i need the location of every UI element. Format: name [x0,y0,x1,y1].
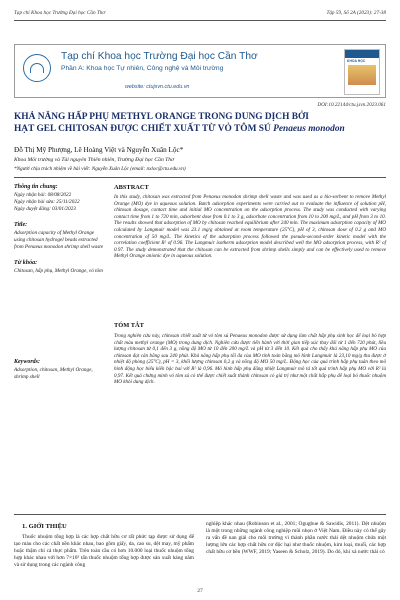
page-number: 27 [197,588,203,594]
running-header-volume: Tập 59, Số 2A (2023): 27-38 [326,10,386,16]
university-logo-icon [23,54,51,82]
banner-title: Tạp chí Khoa học Trường Đại học Cần Thơ [61,51,258,62]
doi: DOI:10.22144/ctu.jsvn.2023.061 [317,102,386,108]
tomtat-heading: TÓM TẮT [114,322,144,329]
header-rule [14,20,386,21]
keywords-vi-heading: Từ khóa: [14,260,38,266]
journal-banner [14,44,386,98]
banner-subtitle: Phần A: Khoa học Tự nhiên, Công nghệ và Môi trường [61,65,224,72]
cover-strip [345,50,379,58]
affiliation: Khoa Môi trường và Tài nguyên Thiên nhiên, Trường Đại học Cần Thơ [14,157,175,163]
abstract-heading: ABSTRACT [114,184,149,191]
keywords-en-text: Adsorption, chitosan, Methyl Orange, shrimp shell [14,367,93,380]
keywords-vi-block [14,260,106,275]
running-header [14,10,386,16]
english-title-heading: Title: [14,222,28,228]
keywords-en-heading: Keywords: [14,359,40,365]
author-list: Đỗ Thị Mỹ Phượng, Lê Hoàng Việt và Nguyễn Xuân Lộc* [14,146,184,154]
article-info-column [14,184,106,381]
running-header-journal: Tạp chí Khoa học Trường Đại học Cần Thơ [14,10,106,16]
title-line-1: KHẢ NĂNG HẤP PHỤ METHYL ORANGE TRONG DUNG DỊCH BỞI [14,112,309,122]
title-line-2 [14,123,382,135]
english-title-text: Adsorption capacity of Methyl Orange using chitosan hydrogel beads extracted from Penaeus monodon shrimp shell waste [14,230,104,250]
abstract-text: In this study, chitosan was extracted from Penaeus monodon shrimp shell waste and was used as a bio-sorbent to remove Methyl Orange (MO) dye in aqueous solution. Batch adsorption experiments were carried out to evaluate the influence of solution pH, chitosan dosage, contact time and initial MO concentration on the adsorption process. The study was conducted with varying contact time from 1 to 720 min, adsorbent dose from 0.1 to 3 g, adsorbate concentration from 10 to 200 mg/L, and pH from 3 to 10. The results showed that adsorption of MO by chitosan reached equilibrium after 240 min. The maximum adsorption capacity of MO calculated by Langmuir model was 23.1 mg/g obtained at room temperature (25°C), pH of 3, chitosan dose of 0.2 g and MO concentration of 50 mg/L. The kinetics of the adsorption process followed the pseudo-second-order kinetic model with the correlation coefficient R² of 0.96. The Langmuir isotherm adsorption model described well the MO adsorption process, with R² of 0.97. The study demonstrated that the chitosan can be extracted from shrimp shells simply and can be effectively used to remove Methyl Orange anionic dye in aqueous solution. [114,194,386,260]
article-info-heading: Thông tin chung: [14,184,58,190]
introduction-text-left: Thuốc nhuộm tổng hợp là các hợp chất hữu cơ rất phức tạp được sử dụng để tạo màu cho các chất nền khác nhau, bao gồm giấy, da, cao su, dệt may, mỹ phẩm hoặc thậm chí cả thực phẩm. Trên toàn cầu có hơn 10.000 loại thuốc nhuộm tổng hợp khác nhau với hơn 7×10⁵ tấn thuốc nhuộm tổng hợp được sản xuất hàng năm và sử dụng trong các ngành công [14,534,194,568]
article-title [14,111,382,135]
keywords-vi-text: Chitosan, hấp phụ, Methyl Orange, vỏ tôm [14,268,103,274]
accepted-date: Ngày duyệt đăng: 03/01/2023 [14,206,76,212]
revised-date: Ngày nhận bài sửa: 25/11/2022 [14,199,80,205]
title-species: Penaeus monodon [273,124,345,134]
meta-rule [14,177,386,178]
title-line-2-main: HẠT GEL CHITOSAN ĐƯỢC CHIẾT XUẤT TỪ VỎ TÔM SÚ [14,124,274,134]
keywords-en-block [14,359,106,381]
banner-website: website: ctujsvn.ctu.edu.vn [125,84,190,90]
cover-image [348,65,376,85]
body-rule [14,514,386,515]
introduction-text-right: nghiệp khác nhau (Robinson et al., 2001; Ogugbue & Sawidis, 2011). Dệt nhuộm là một trong những ngành công nghiệp mũi nhọn ở Việt Nam. Điều này có thể gây ra vấn đề nan giải cho môi trường vì thành phần nước thải dệt nhuộm chứa một lượng lớn các hợp chất hữu cơ độc hại như thuốc nhuộm, kim loại, muối, các hợp chất hữu cơ bền (WWF, 2019; Yaseen & Scholz, 2019). Do đó, khi xả nước thải có [206,521,386,555]
english-title-block [14,222,106,251]
introduction-heading: 1. GIỚI THIỆU [22,523,67,530]
journal-cover-thumbnail [344,49,380,95]
tomtat-text: Trong nghiên cứu này, chitosan chiết xuất từ vỏ tôm sú Penaeus monodon được sử dụng làm chất hấp phụ sinh học để loại bỏ hợp chất màu methyl orange (MO) trong dung dịch. Nghiên cứu được tiến hành với thời gian tiếp xúc thay đổi từ 1 đến 720 phút, liều lượng chitosan từ 0,1 đến 3 g, nồng độ MO từ 10 đến 200 mg/L và pH từ 3 đến 10. Kết quả cho thấy khả năng hấp phụ MO của chitosan đạt cân bằng sau 240 phút. Khả năng hấp phụ tối đa của MO tính toán bằng mô hình Langmuir là 23,10 mg/g thu được ở nhiệt độ phòng (25°C), pH = 3, khối lượng chitosan 0,2 g và nồng độ MO 50 mg/L. Động học của quá trình hấp phụ tuân theo mô hình động học biểu kiến bậc hai với R² là 0,96. Mô hình hấp phụ đẳng nhiệt Langmuir mô tả tốt quá trình hấp phụ MO với R² là 0,97. Kết quả chứng minh vỏ tôm sú có thể được chiết xuất thành chitosan có giá trị như một chất hấp phụ để loại bỏ thuốc nhuộm MO khỏi dung dịch. [114,333,386,386]
received-date: Ngày nhận bài: 08/08/2022 [14,192,72,198]
cover-label: KHOA HỌC [347,59,366,63]
corresponding-author: *Người chịu trách nhiệm về bài viết: Nguyễn Xuân Lộc (email: nxloc@ctu.edu.vn) [14,166,186,172]
